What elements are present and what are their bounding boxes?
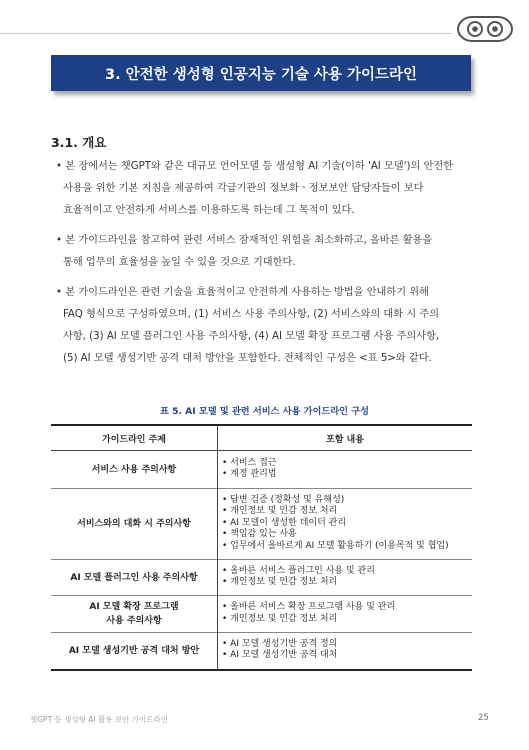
paragraph-line: 사항, (3) AI 모델 플러그인 사용 주의사항, (4) AI 모델 확장 프로그램 사용 주의사항, (63, 331, 440, 342)
header-divider (0, 33, 452, 34)
column-header-topic: 가이드라인 주제 (51, 425, 218, 451)
content-item: • 서비스 접근 (222, 457, 277, 468)
paragraph-line: (5) AI 모델 생성기반 공격 대처 방안을 포함한다. 전체적인 구성은 <표 5>와 같다. (63, 353, 432, 364)
paragraph-line: • 본 장에서는 챗GPT와 같은 대규모 언어모델 등 생성형 AI 기술(이하 'AI 모델')의 안전한 (56, 161, 454, 172)
overview-paragraphs (56, 156, 474, 378)
paragraph-expectation (56, 230, 474, 274)
topic-cell (51, 489, 218, 560)
content-item: • AI 모델 생성기반 공격 정의 (222, 638, 338, 649)
paragraph-line: FAQ 형식으로 구성하였으며, (1) 서비스 사용 주의사항, (2) 서비스와의 대화 시 주의 (63, 309, 440, 320)
contents-cell (218, 560, 473, 596)
topic-cell (51, 633, 218, 670)
topic-cell (51, 560, 218, 596)
guideline-table (51, 424, 472, 671)
contents-cell (218, 451, 473, 489)
paragraph-line: 효율적이고 안전하게 서비스를 이용하도록 하는데 그 목적이 있다. (63, 205, 355, 216)
column-header-contents: 포함 내용 (218, 425, 473, 451)
eye-logo-icon (456, 13, 514, 45)
table-caption: 표 5. AI 모델 및 관련 서비스 사용 가이드라인 구성 (160, 406, 369, 417)
table-header-row (51, 425, 472, 451)
chapter-banner (51, 55, 471, 91)
paragraph-line: 통해 업무의 효율성을 높일 수 있을 것으로 기대한다. (63, 257, 296, 268)
topic-cell (51, 596, 218, 633)
table-row (51, 451, 472, 489)
section-heading: 3.1. 개요 (51, 135, 107, 150)
paragraph-line: • 본 가이드라인은 관련 기술을 효율적이고 안전하게 사용하는 방법을 안내하기 위해 (56, 287, 429, 298)
table-row (51, 633, 472, 670)
topic-text: AI 모델 생성기반 공격 대처 방안 (68, 645, 200, 656)
topic-text: AI 모델 확장 프로그램 (89, 602, 179, 612)
content-item: • 계정 관리법 (222, 469, 277, 479)
table-row (51, 596, 472, 633)
content-item: • 답변 검증 (정확성 및 유해성) (222, 494, 345, 505)
topic-text: AI 모델 플러그인 사용 주의사항 (70, 572, 198, 583)
chapter-title: 3. 안전한 생성형 인공지능 기술 사용 가이드라인 (104, 66, 418, 83)
content-item: • 개인정보 및 민감 정보 처리 (222, 506, 338, 517)
contents-cell (218, 489, 473, 560)
content-item: • 업무에서 올바르게 AI 모델 활용하기 (이용목적 및 협업) (222, 540, 449, 551)
content-item: • 책임감 있는 사용 (222, 529, 297, 540)
page-number: 25 (478, 713, 489, 723)
paragraph-line: • 본 가이드라인을 참고하여 관련 서비스 잠재적인 위험을 최소화하고, 올바른 활용을 (56, 235, 433, 246)
contents-cell (218, 596, 473, 633)
paragraph-structure (56, 282, 474, 370)
content-item: • AI 모델 생성기반 공격 대처 (222, 650, 338, 661)
content-item: • 개인정보 및 민감 정보 처리 (222, 577, 338, 587)
topic-text: 사용 주의사항 (106, 616, 162, 626)
topic-text: 서비스 사용 주의사항 (91, 464, 177, 475)
content-item: • 올바른 서비스 확장 프로그램 사용 및 관리 (222, 602, 396, 613)
content-item: • 올바른 서비스 플러그인 사용 및 관리 (222, 565, 375, 576)
paragraph-line: 사용을 위한 기본 지침을 제공하여 각급기관의 정보화ㆍ정보보안 담당자들이 보다 (63, 183, 424, 194)
contents-cell (218, 633, 473, 670)
topic-text: 서비스와의 대화 시 주의사항 (77, 519, 191, 529)
content-item: • 개인정보 및 민감 정보 처리 (222, 613, 338, 624)
table-row (51, 560, 472, 596)
topic-cell (51, 451, 218, 489)
content-item: • AI 모델이 생성한 데이터 관리 (222, 517, 347, 528)
footer-document-title: 챗GPT 등 생성형 AI 활용 보안 가이드라인 (30, 715, 168, 724)
table-row (51, 489, 472, 560)
paragraph-purpose (56, 156, 474, 222)
